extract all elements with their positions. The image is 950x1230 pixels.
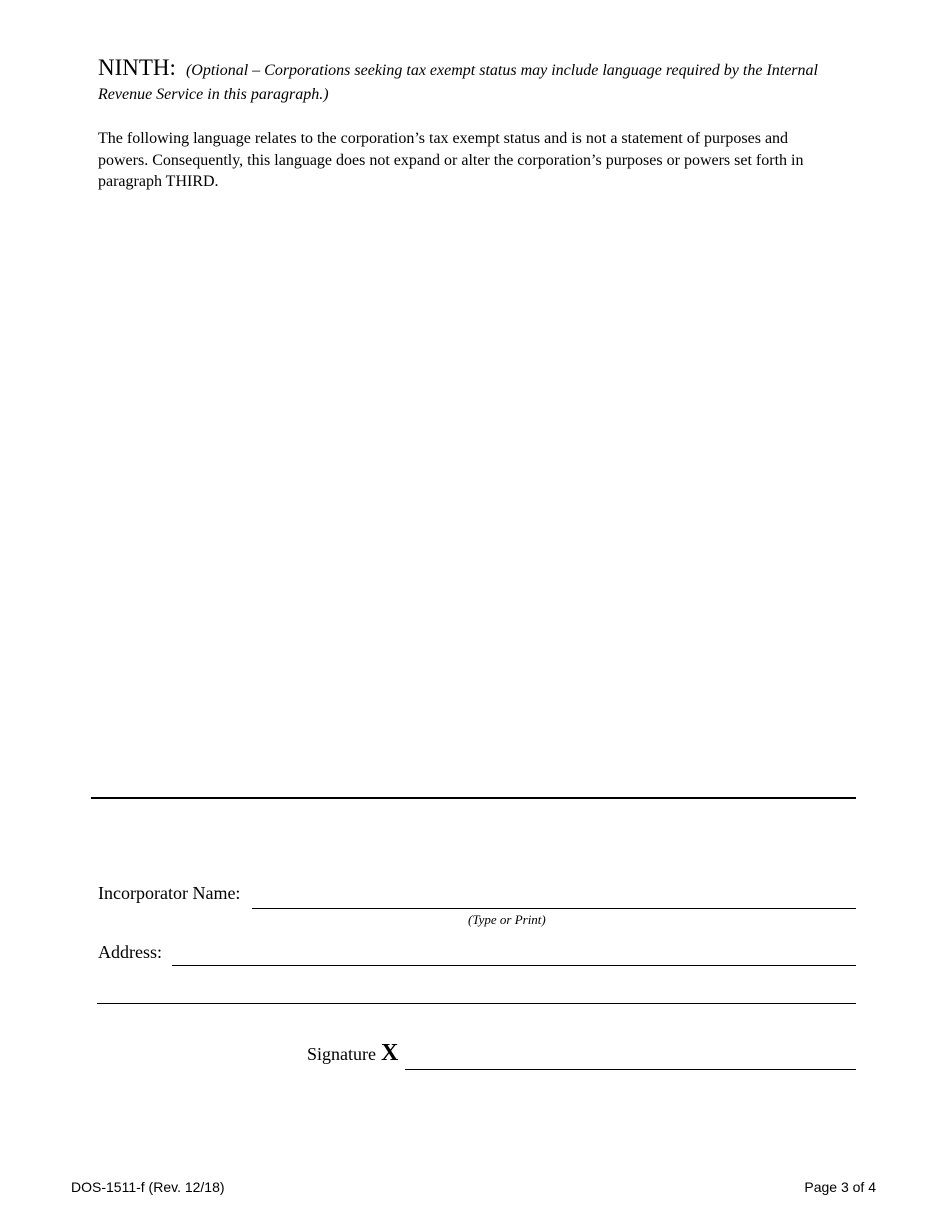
tax-exempt-paragraph: The following language relates to the corporation’s tax exempt status and is not a statement of purposes and powers. Consequently, this language does not expand or alter the corporation’s purposes or powers set forth in paragraph THIRD. bbox=[98, 130, 804, 190]
type-or-print-hint: (Type or Print) bbox=[468, 912, 546, 927]
ninth-instruction-note: (Optional – Corporations seeking tax exempt status may include language required by the Internal Revenue Service in this paragraph.) bbox=[98, 62, 818, 103]
section-divider bbox=[91, 797, 856, 799]
incorporator-name-label: Incorporator Name: bbox=[98, 883, 241, 903]
address-field-line-2[interactable] bbox=[97, 1003, 856, 1004]
signature-block bbox=[307, 1040, 398, 1067]
form-id: DOS-1511-f (Rev. 12/18) bbox=[71, 1179, 225, 1195]
incorporator-name-field[interactable] bbox=[252, 908, 856, 909]
signature-label: Signature bbox=[307, 1044, 376, 1064]
address-label: Address: bbox=[98, 942, 162, 962]
address-field-line-1[interactable] bbox=[172, 965, 856, 966]
signature-x-mark: X bbox=[381, 1040, 399, 1066]
page-number: Page 3 of 4 bbox=[804, 1179, 876, 1195]
ninth-heading: NINTH: bbox=[98, 55, 176, 80]
ninth-section-header bbox=[98, 56, 818, 107]
signature-field[interactable] bbox=[405, 1069, 856, 1070]
